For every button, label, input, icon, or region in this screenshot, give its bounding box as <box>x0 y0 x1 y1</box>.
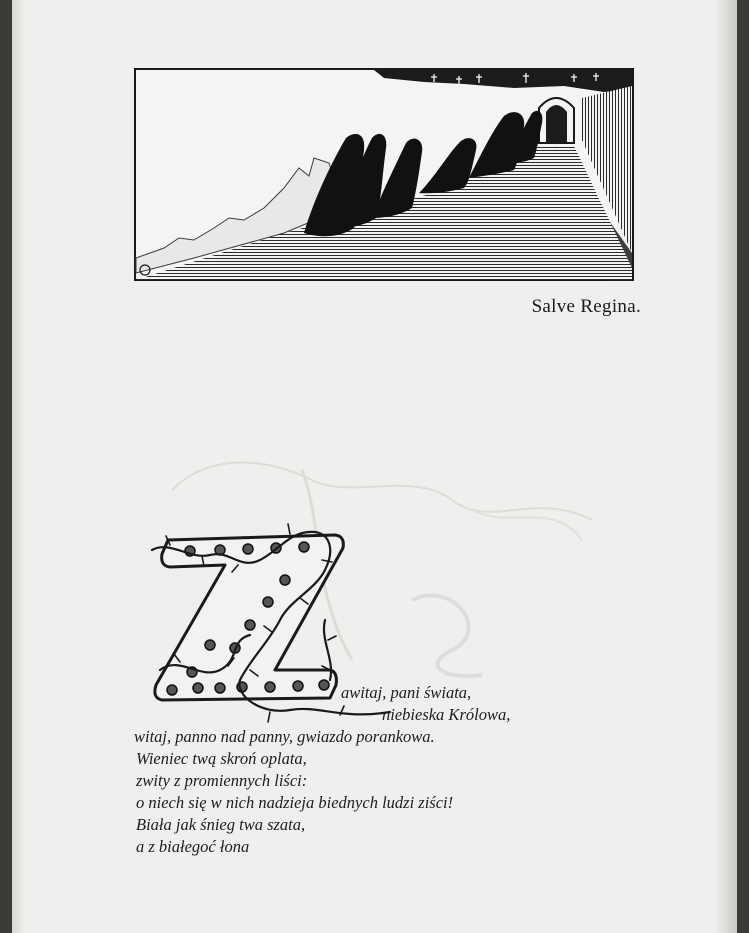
poem-line-2: niebieska Królowa, <box>382 705 511 724</box>
page-edge-shadow <box>715 0 737 933</box>
book-page <box>12 0 737 933</box>
page-gutter-shadow <box>12 0 26 933</box>
poem-line-3: witaj, panno nad panny, gwiazdo porankowa. <box>134 727 435 746</box>
illustration-caption: Salve Regina. <box>531 296 641 317</box>
poem-line-1: awitaj, pani świata, <box>341 683 472 702</box>
poem-line-4: Wieniec twą skroń oplata, <box>136 749 307 768</box>
procession-illustration <box>134 68 634 281</box>
poem-line-6: o niech się w nich nadzieja biednych ludzi ziści! <box>136 793 454 812</box>
poem-line-8: a z białegoć łona <box>136 837 250 856</box>
poem-line-5: zwity z promiennych liści: <box>136 771 308 790</box>
poem-line-7: Biała jak śnieg twa szata, <box>136 815 306 834</box>
